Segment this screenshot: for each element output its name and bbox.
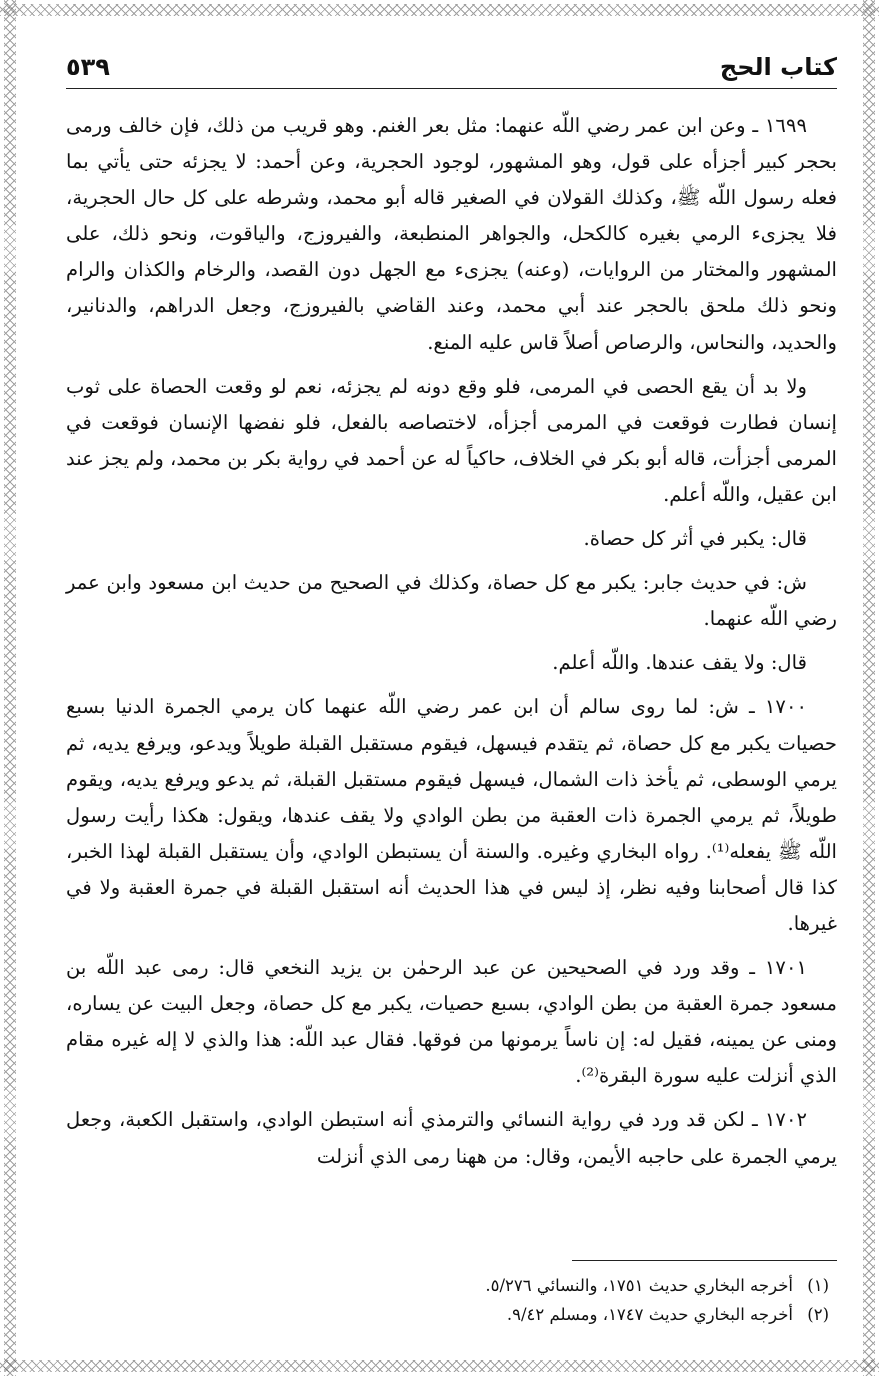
- paragraph-1700: ١٧٠٠ ـ ش: لما روى سالم أن ابن عمر رضي اللّه عنهما كان يرمي الجمرة الدنيا بسبع حصيات يكبر مع كل حصاة، ثم يتقدم فيسهل، فيقوم مستقبل القبلة طويلاً ويدعو، ويرفع يديه، ثم يرمي الوسطى، ثم يأخذ ذات الشمال، فيسهل فيقوم مستقبل القبلة، ثم يدعو ويرفع يديه، ويقوم طويلاً، ثم يرمي الجمرة ذات العقبة من بطن الوادي ولا يقف عندها، ويقول: هكذا رأيت رسول اللّه ﷺ يفعله⁽¹⁾. رواه البخاري وغيره. والسنة أن يستبطن الوادي، وأن يستقبل القبلة لهذا الخبر، كذا قال أصحابنا وفيه نظر، إذ ليس في هذا الحديث أنه استقبل القبلة في جمرة العقبة ولا في غيرها.: [66, 695, 837, 935]
- page-header: [66, 46, 837, 89]
- footnote-number: (١): [807, 1276, 829, 1295]
- footnote-text: أخرجه البخاري حديث ١٧٥١، والنسائي ٥/٢٧٦.: [485, 1276, 793, 1295]
- footnote-text: أخرجه البخاري حديث ١٧٤٧، ومسلم ٩/٤٢.: [506, 1305, 793, 1324]
- footnote-1: [66, 1271, 837, 1300]
- footnote-separator: [572, 1260, 837, 1261]
- main-text: [66, 108, 837, 1183]
- paragraph-qal-la-yaqif: قال: ولا يقف عندها. واللّه أعلم.: [552, 651, 807, 675]
- decorative-border-left: [4, 0, 16, 1376]
- footnote-2: [66, 1300, 837, 1329]
- decorative-border-bottom: [0, 1360, 879, 1372]
- paragraph-stoning-placement: ولا بد أن يقع الحصى في المرمى، فلو وقع دونه لم يجزئه، نعم لو وقعت الحصاة على ثوب إنسان فطارت فوقعت في المرمى أجزأه، لاختصاصه بالفعل، فلو نفضها الإنسان فوقعت في المرمى أجزأت، قاله أبو بكر في الخلاف، حاكياً له عن أحمد في رواية بكر بن محمد، ولم يجز عند ابن عقيل، واللّه أعلم.: [66, 374, 837, 506]
- paragraph-1699: ١٦٩٩ ـ وعن ابن عمر رضي اللّه عنهما: مثل بعر الغنم. وهو قريب من ذلك، فإن خالف ورمى بحجر كبير أجزأه على قول، وهو المشهور، لوجود الحجرية، وعن أحمد: لا يجزئه حتى يأتي بما فعله رسول اللّه ﷺ، وكذلك القولان في الصغير قاله أبو محمد، وشرطه على كل حال الحجرية، فلا يجزىء الرمي بغيره كالكحل، والجواهر المنطبعة، والفيروزج، والياقوت، ونحو ذلك، على المشهور والمختار من الروايات، (وعنه) يجزىء مع الجهل دون القصد، والرخام والكذان والرام ونحو ذلك ملحق بالحجر عند أبي محمد، وعند القاضي بالفيروزج، وجعل الدراهم، والدنانير، والحديد، والنحاس، والرصاص أصلاً قاس عليه المنع.: [66, 114, 837, 354]
- footnote-number: (٢): [807, 1305, 829, 1324]
- paragraph-qal-takbir: قال: يكبر في أثر كل حصاة.: [583, 527, 807, 551]
- decorative-border-right: [863, 0, 875, 1376]
- footnotes: [66, 1271, 837, 1329]
- paragraph-sharh-jabir: ش: في حديث جابر: يكبر مع كل حصاة، وكذلك في الصحيح من حديث ابن مسعود وابن عمر رضي اللّه عنهما.: [66, 571, 837, 631]
- paragraph-1701: ١٧٠١ ـ وقد ورد في الصحيحين عن عبد الرحمٰن بن يزيد النخعي قال: رمى عبد اللّه بن مسعود جمرة العقبة من بطن الوادي، بسبع حصيات، يكبر مع كل حصاة، وجعل البيت عن يساره، ومنى عن يمينه، فقيل له: إن ناساً يرمونها من فوقها. فقال عبد اللّه: هذا والذي لا إله غيره مقام الذي أنزلت عليه سورة البقرة⁽²⁾.: [66, 956, 837, 1088]
- paragraph-1702: ١٧٠٢ ـ لكن قد ورد في رواية النسائي والترمذي أنه استبطن الوادي، واستقبل الكعبة، وجعل يرمي الجمرة على حاجبه الأيمن، وقال: من ههنا رمى الذي أنزلت: [66, 1108, 837, 1168]
- decorative-border-top: [0, 4, 879, 16]
- chapter-title: كتاب الحج: [719, 53, 837, 81]
- page-number: ٥٣٩: [66, 53, 110, 81]
